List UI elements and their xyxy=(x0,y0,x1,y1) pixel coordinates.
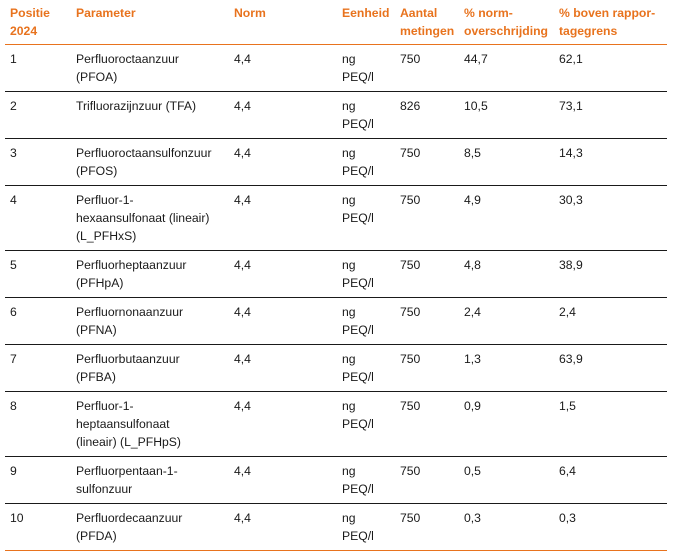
cell-aantal-metingen: 750 xyxy=(400,258,421,272)
table-row xyxy=(5,298,667,345)
cell-eenheid: ng PEQ/l xyxy=(342,146,374,178)
cell-boven-rapportagegrens: 2,4 xyxy=(559,305,576,319)
cell-boven-rapportagegrens: 73,1 xyxy=(559,99,583,113)
cell-eenheid: ng PEQ/l xyxy=(342,399,374,431)
table-row xyxy=(5,345,667,392)
cell-positie: 2 xyxy=(10,99,17,113)
cell-norm: 4,4 xyxy=(234,399,251,413)
cell-positie: 6 xyxy=(10,305,17,319)
cell-norm-overschrijding: 2,4 xyxy=(464,305,481,319)
cell-norm: 4,4 xyxy=(234,52,251,66)
cell-eenheid: ng PEQ/l xyxy=(342,193,374,225)
cell-parameter: Perfluornonaanzuur (PFNA) xyxy=(76,305,184,337)
cell-norm: 4,4 xyxy=(234,193,251,207)
cell-boven-rapportagegrens: 63,9 xyxy=(559,352,583,366)
cell-eenheid: ng PEQ/l xyxy=(342,352,374,384)
cell-eenheid: ng PEQ/l xyxy=(342,305,374,337)
cell-norm: 4,4 xyxy=(234,464,251,478)
cell-aantal-metingen: 750 xyxy=(400,305,421,319)
cell-boven-rapportagegrens: 1,5 xyxy=(559,399,576,413)
header-boven-rapportagegrens: % boven rappor- tagegrens xyxy=(559,6,656,38)
cell-parameter: Perfluorheptaanzuur (PFHpA) xyxy=(76,258,187,290)
cell-parameter: Trifluorazijnzuur (TFA) xyxy=(76,99,197,113)
cell-eenheid: ng PEQ/l xyxy=(342,464,374,496)
header-norm: Norm xyxy=(234,6,266,20)
cell-aantal-metingen: 750 xyxy=(400,193,421,207)
cell-boven-rapportagegrens: 38,9 xyxy=(559,258,583,272)
cell-positie: 9 xyxy=(10,464,17,478)
cell-positie: 8 xyxy=(10,399,17,413)
cell-positie: 4 xyxy=(10,193,17,207)
cell-aantal-metingen: 750 xyxy=(400,399,421,413)
cell-parameter: Perfluorbutaanzuur (PFBA) xyxy=(76,352,180,384)
table-row xyxy=(5,457,667,504)
table-row xyxy=(5,92,667,139)
pfas-table xyxy=(5,0,667,551)
cell-norm-overschrijding: 10,5 xyxy=(464,99,488,113)
table-row xyxy=(5,139,667,186)
cell-parameter: Perfluorpentaan-1- sulfonzuur xyxy=(76,464,178,496)
cell-norm-overschrijding: 4,8 xyxy=(464,258,481,272)
cell-aantal-metingen: 750 xyxy=(400,52,421,66)
cell-norm-overschrijding: 44,7 xyxy=(464,52,488,66)
cell-aantal-metingen: 750 xyxy=(400,146,421,160)
table-row xyxy=(5,186,667,251)
cell-parameter: Perfluor-1- hexaansulfonaat (lineair) (L_PFHxS) xyxy=(76,193,210,243)
table-body xyxy=(5,45,667,551)
cell-boven-rapportagegrens: 0,3 xyxy=(559,511,576,525)
cell-norm-overschrijding: 1,3 xyxy=(464,352,481,366)
cell-aantal-metingen: 826 xyxy=(400,99,421,113)
cell-norm-overschrijding: 0,5 xyxy=(464,464,481,478)
table-row xyxy=(5,45,667,92)
cell-norm-overschrijding: 0,9 xyxy=(464,399,481,413)
table-header xyxy=(5,0,667,45)
header-parameter: Parameter xyxy=(76,6,136,20)
header-positie: Positie 2024 xyxy=(10,6,50,38)
cell-norm: 4,4 xyxy=(234,99,251,113)
header-row xyxy=(5,0,667,45)
table-row xyxy=(5,504,667,551)
header-norm-overschrijding: % norm- overschrijding xyxy=(464,6,548,38)
cell-boven-rapportagegrens: 14,3 xyxy=(559,146,583,160)
cell-eenheid: ng PEQ/l xyxy=(342,258,374,290)
table-row xyxy=(5,392,667,457)
header-eenheid: Eenheid xyxy=(342,6,390,20)
cell-norm: 4,4 xyxy=(234,305,251,319)
cell-eenheid: ng PEQ/l xyxy=(342,511,374,543)
cell-boven-rapportagegrens: 6,4 xyxy=(559,464,576,478)
cell-positie: 10 xyxy=(10,511,24,525)
cell-positie: 3 xyxy=(10,146,17,160)
cell-norm-overschrijding: 8,5 xyxy=(464,146,481,160)
cell-positie: 1 xyxy=(10,52,17,66)
cell-parameter: Perfluoroctaansulfonzuur (PFOS) xyxy=(76,146,212,178)
cell-norm-overschrijding: 0,3 xyxy=(464,511,481,525)
cell-norm-overschrijding: 4,9 xyxy=(464,193,481,207)
table-row xyxy=(5,251,667,298)
cell-parameter: Perfluor-1- heptaansulfonaat (lineair) (L_PFHpS) xyxy=(76,399,181,449)
cell-eenheid: ng PEQ/l xyxy=(342,52,374,84)
cell-boven-rapportagegrens: 62,1 xyxy=(559,52,583,66)
cell-parameter: Perfluoroctaanzuur (PFOA) xyxy=(76,52,179,84)
cell-positie: 5 xyxy=(10,258,17,272)
cell-boven-rapportagegrens: 30,3 xyxy=(559,193,583,207)
header-aantal-metingen: Aantal metingen xyxy=(400,6,455,38)
cell-aantal-metingen: 750 xyxy=(400,352,421,366)
cell-aantal-metingen: 750 xyxy=(400,464,421,478)
cell-aantal-metingen: 750 xyxy=(400,511,421,525)
cell-norm: 4,4 xyxy=(234,352,251,366)
cell-norm: 4,4 xyxy=(234,146,251,160)
cell-norm: 4,4 xyxy=(234,511,251,525)
cell-norm: 4,4 xyxy=(234,258,251,272)
cell-positie: 7 xyxy=(10,352,17,366)
cell-eenheid: ng PEQ/l xyxy=(342,99,374,131)
cell-parameter: Perfluordecaanzuur (PFDA) xyxy=(76,511,183,543)
